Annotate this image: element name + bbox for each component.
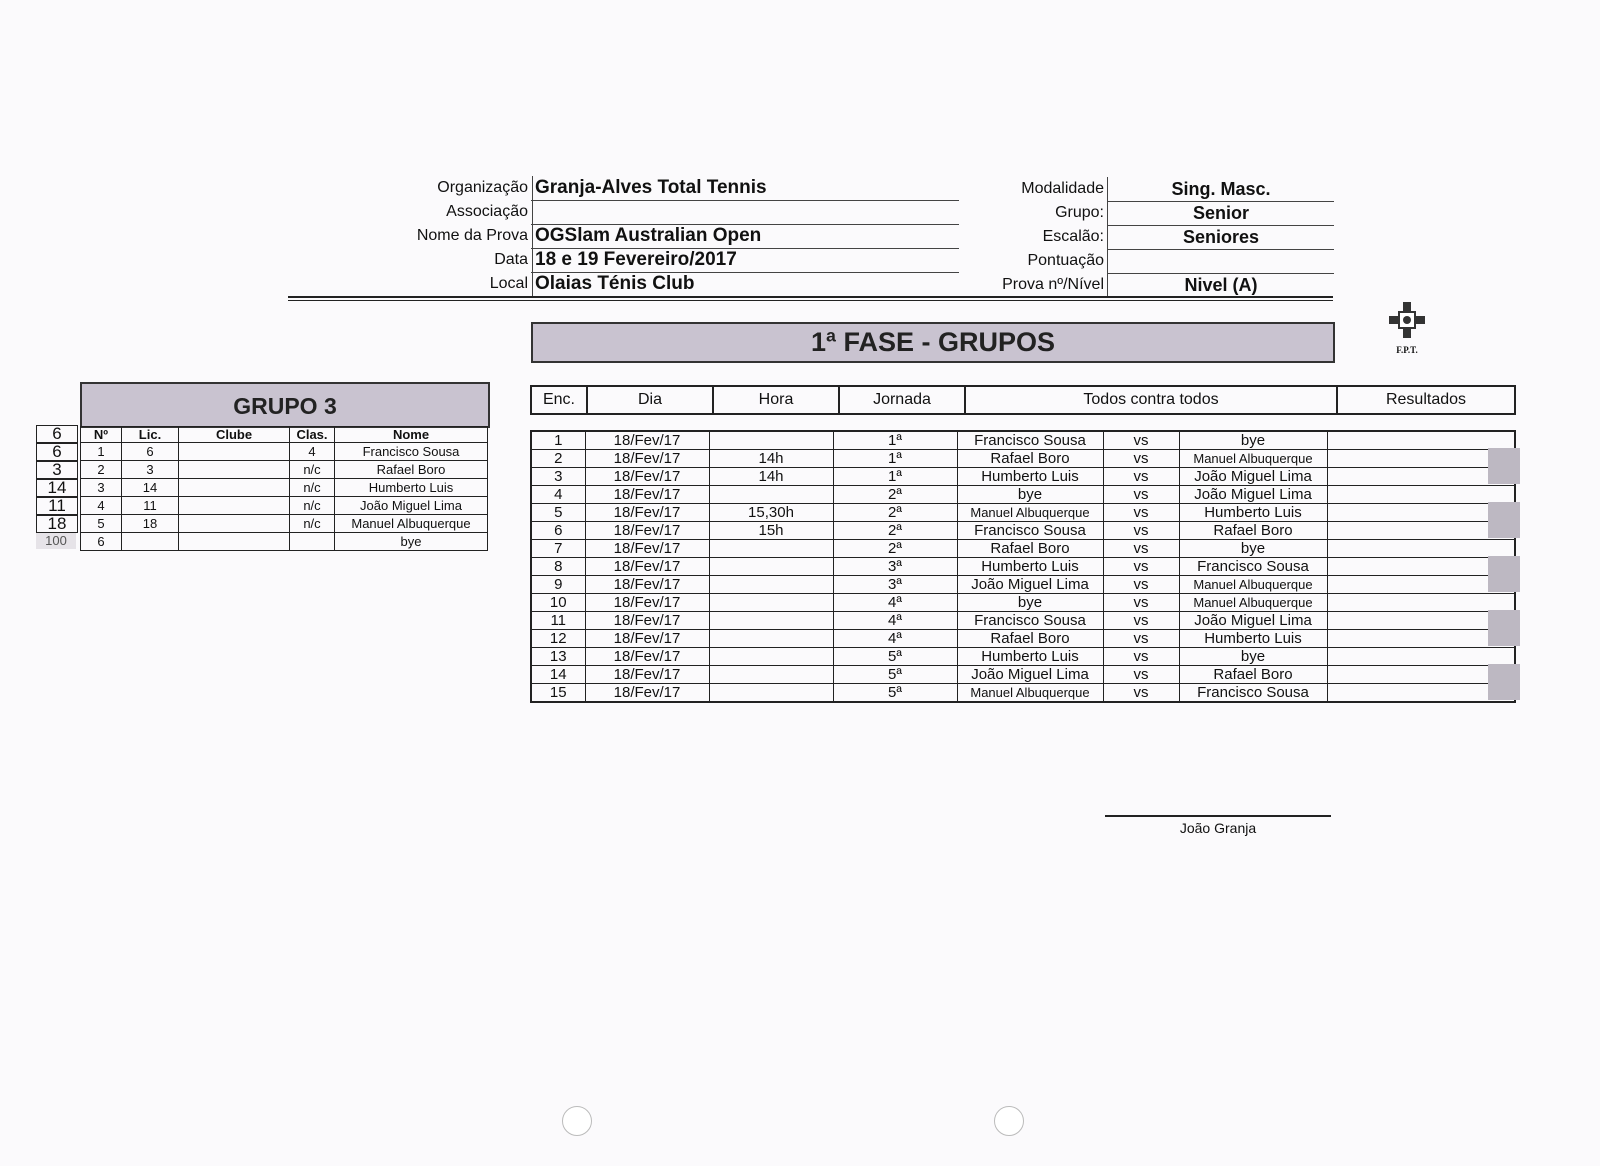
pontuacao-value <box>1108 249 1334 274</box>
cell-clube <box>179 479 290 497</box>
data-label: Data <box>494 251 528 268</box>
cell-n: 5 <box>81 515 122 533</box>
cell-resultado <box>1327 540 1515 558</box>
grupo-value: Senior <box>1108 201 1334 226</box>
cell-resultado <box>1327 431 1515 450</box>
cell-vs: vs <box>1103 431 1179 450</box>
cell-vs: vs <box>1103 486 1179 504</box>
local-value: Olaias Ténis Club <box>535 273 695 294</box>
cell-enc: 3 <box>531 468 585 486</box>
cell-jornada: 4ª <box>833 630 957 648</box>
col-lic: Lic. <box>122 427 179 443</box>
cell-clube <box>179 497 290 515</box>
side-number: 100 <box>36 533 76 549</box>
cell-resultado <box>1327 486 1515 504</box>
table-row <box>531 431 1515 450</box>
cell-resultado <box>1327 576 1515 594</box>
cell-vs: vs <box>1103 594 1179 612</box>
cell-player-2: Manuel Albuquerque <box>1179 594 1327 612</box>
col-n: Nº <box>81 427 122 443</box>
cell-player-2: João Miguel Lima <box>1179 612 1327 630</box>
cell-vs: vs <box>1103 504 1179 522</box>
cell-vs: vs <box>1103 540 1179 558</box>
side-number: 14 <box>36 479 78 497</box>
cell-enc: 12 <box>531 630 585 648</box>
cell-player-1: Francisco Sousa <box>957 522 1103 540</box>
cell-hora: 15,30h <box>709 504 833 522</box>
col-todos: Todos contra todos <box>965 386 1337 414</box>
cell-hora <box>709 576 833 594</box>
cell-dia: 18/Fev/17 <box>585 468 709 486</box>
side-number: 6 <box>36 443 78 461</box>
cell-hora <box>709 684 833 703</box>
cell-dia: 18/Fev/17 <box>585 522 709 540</box>
margin-shade <box>1488 556 1520 592</box>
cell-enc: 2 <box>531 450 585 468</box>
cell-lic: 14 <box>122 479 179 497</box>
cell-player-1: Humberto Luis <box>957 648 1103 666</box>
cell-player-1: bye <box>957 486 1103 504</box>
cell-enc: 11 <box>531 612 585 630</box>
col-dia: Dia <box>587 386 713 414</box>
side-number: 18 <box>36 515 78 533</box>
table-row <box>531 594 1515 612</box>
escalao-value: Seniores <box>1108 225 1334 250</box>
cell-enc: 13 <box>531 648 585 666</box>
cell-player-2: Rafael Boro <box>1179 666 1327 684</box>
cell-hora: 14h <box>709 468 833 486</box>
margin-shade <box>1488 502 1520 538</box>
cell-player-2: bye <box>1179 431 1327 450</box>
cell-vs: vs <box>1103 522 1179 540</box>
cell-n: 2 <box>81 461 122 479</box>
cell-resultado <box>1327 594 1515 612</box>
cell-jornada: 3ª <box>833 576 957 594</box>
cell-dia: 18/Fev/17 <box>585 450 709 468</box>
fpt-logo <box>1384 300 1430 360</box>
cell-dia: 18/Fev/17 <box>585 540 709 558</box>
cell-dia: 18/Fev/17 <box>585 648 709 666</box>
cell-player-2: Francisco Sousa <box>1179 558 1327 576</box>
cell-player-1: Rafael Boro <box>957 540 1103 558</box>
fpt-caption: F.P.T. <box>1396 345 1418 355</box>
cell-clube <box>179 533 290 551</box>
header-rule-top <box>288 296 1333 298</box>
cell-clas: 4 <box>290 443 335 461</box>
cell-vs: vs <box>1103 558 1179 576</box>
cell-enc: 6 <box>531 522 585 540</box>
fpt-cross-icon <box>1387 300 1427 340</box>
cell-hora <box>709 594 833 612</box>
cell-hora: 14h <box>709 450 833 468</box>
cell-jornada: 5ª <box>833 648 957 666</box>
header-right-divider <box>1107 177 1108 296</box>
cell-resultado <box>1327 450 1515 468</box>
cell-player-1: Francisco Sousa <box>957 612 1103 630</box>
cell-jornada: 3ª <box>833 558 957 576</box>
cell-dia: 18/Fev/17 <box>585 612 709 630</box>
cell-vs: vs <box>1103 576 1179 594</box>
cell-jornada: 1ª <box>833 431 957 450</box>
data-value: 18 e 19 Fevereiro/2017 <box>531 248 959 273</box>
cell-jornada: 2ª <box>833 486 957 504</box>
col-hora: Hora <box>713 386 839 414</box>
table-row <box>531 558 1515 576</box>
cell-player-2: João Miguel Lima <box>1179 468 1327 486</box>
organizacao-label: Organização <box>437 179 528 196</box>
cell-player-1: João Miguel Lima <box>957 666 1103 684</box>
escalao-label: Escalão: <box>1042 228 1104 245</box>
table-row <box>531 450 1515 468</box>
col-resultados: Resultados <box>1337 386 1515 414</box>
cell-vs: vs <box>1103 450 1179 468</box>
cell-vs: vs <box>1103 468 1179 486</box>
margin-shade <box>1488 610 1520 646</box>
cell-resultado <box>1327 630 1515 648</box>
cell-resultado <box>1327 666 1515 684</box>
cell-player-1: Humberto Luis <box>957 558 1103 576</box>
table-row <box>531 648 1515 666</box>
cell-hora: 15h <box>709 522 833 540</box>
modalidade-value: Sing. Masc. <box>1108 177 1334 202</box>
signature-name: João Granja <box>1179 820 1257 836</box>
cell-hora <box>709 540 833 558</box>
cell-enc: 9 <box>531 576 585 594</box>
col-nome: Nome <box>335 427 488 443</box>
cell-clube <box>179 515 290 533</box>
grupo-label: Grupo: <box>1055 204 1104 221</box>
cell-enc: 10 <box>531 594 585 612</box>
side-number: 11 <box>36 497 78 515</box>
cell-player-2: Manuel Albuquerque <box>1179 450 1327 468</box>
header-rule-bottom <box>288 300 1333 301</box>
cell-enc: 7 <box>531 540 585 558</box>
cell-lic: 18 <box>122 515 179 533</box>
cell-player-2: Francisco Sousa <box>1179 684 1327 703</box>
pontuacao-label: Pontuação <box>1027 252 1104 269</box>
col-clas: Clas. <box>290 427 335 443</box>
cell-jornada: 2ª <box>833 522 957 540</box>
cell-player-1: Francisco Sousa <box>957 431 1103 450</box>
cell-clas <box>290 533 335 551</box>
cell-nome: bye <box>335 533 488 551</box>
col-enc: Enc. <box>531 386 587 414</box>
cell-jornada: 5ª <box>833 684 957 703</box>
cell-vs: vs <box>1103 684 1179 703</box>
cell-clas: n/c <box>290 497 335 515</box>
cell-dia: 18/Fev/17 <box>585 684 709 703</box>
cell-n: 6 <box>81 533 122 551</box>
cell-vs: vs <box>1103 630 1179 648</box>
table-row <box>531 612 1515 630</box>
cell-jornada: 4ª <box>833 612 957 630</box>
punch-hole <box>994 1106 1024 1136</box>
cell-jornada: 2ª <box>833 504 957 522</box>
group-table <box>80 426 488 551</box>
cell-player-1: Rafael Boro <box>957 630 1103 648</box>
signature-line <box>1105 815 1331 817</box>
table-row <box>531 504 1515 522</box>
cell-player-1: Rafael Boro <box>957 450 1103 468</box>
table-row <box>531 684 1515 703</box>
side-number: 6 <box>36 425 78 443</box>
associacao-label: Associação <box>446 203 528 220</box>
table-row <box>81 461 488 479</box>
cell-resultado <box>1327 504 1515 522</box>
header-left-divider <box>532 176 533 296</box>
cell-clas: n/c <box>290 515 335 533</box>
cell-nome: Manuel Albuquerque <box>335 515 488 533</box>
table-row <box>81 479 488 497</box>
cell-dia: 18/Fev/17 <box>585 576 709 594</box>
side-number: 3 <box>36 461 78 479</box>
col-jornada: Jornada <box>839 386 965 414</box>
cell-enc: 5 <box>531 504 585 522</box>
table-row <box>531 576 1515 594</box>
prova-nivel-label: Prova nº/Nível <box>1002 276 1104 293</box>
table-row <box>531 540 1515 558</box>
cell-resultado <box>1327 558 1515 576</box>
cell-nome: Rafael Boro <box>335 461 488 479</box>
cell-nome: Francisco Sousa <box>335 443 488 461</box>
table-row <box>531 630 1515 648</box>
cell-player-2: Humberto Luis <box>1179 504 1327 522</box>
cell-hora <box>709 630 833 648</box>
table-row <box>81 515 488 533</box>
cell-lic: 3 <box>122 461 179 479</box>
cell-hora <box>709 558 833 576</box>
cell-vs: vs <box>1103 612 1179 630</box>
group-title: GRUPO 3 <box>80 382 490 428</box>
cell-hora <box>709 612 833 630</box>
schedule-table <box>530 430 1516 703</box>
organizacao-value: Granja-Alves Total Tennis <box>531 176 959 201</box>
cell-clas: n/c <box>290 461 335 479</box>
cell-hora <box>709 666 833 684</box>
cell-dia: 18/Fev/17 <box>585 504 709 522</box>
punch-hole <box>562 1106 592 1136</box>
cell-nome: Humberto Luis <box>335 479 488 497</box>
cell-lic <box>122 533 179 551</box>
schedule-header <box>530 385 1516 415</box>
cell-enc: 8 <box>531 558 585 576</box>
table-row <box>531 486 1515 504</box>
cell-dia: 18/Fev/17 <box>585 666 709 684</box>
cell-n: 3 <box>81 479 122 497</box>
cell-player-1: Humberto Luis <box>957 468 1103 486</box>
cell-resultado <box>1327 468 1515 486</box>
cell-player-2: bye <box>1179 540 1327 558</box>
cell-clas: n/c <box>290 479 335 497</box>
local-label: Local <box>489 275 528 292</box>
cell-resultado <box>1327 612 1515 630</box>
cell-enc: 1 <box>531 431 585 450</box>
cell-player-2: bye <box>1179 648 1327 666</box>
table-row <box>531 468 1515 486</box>
cell-player-1: bye <box>957 594 1103 612</box>
cell-vs: vs <box>1103 666 1179 684</box>
cell-jornada: 1ª <box>833 450 957 468</box>
cell-lic: 11 <box>122 497 179 515</box>
table-row <box>531 522 1515 540</box>
table-row <box>81 497 488 515</box>
cell-hora <box>709 431 833 450</box>
nome-prova-value: OGSlam Australian Open <box>531 224 959 249</box>
cell-player-1: João Miguel Lima <box>957 576 1103 594</box>
table-row <box>531 666 1515 684</box>
cell-resultado <box>1327 522 1515 540</box>
cell-player-2: João Miguel Lima <box>1179 486 1327 504</box>
cell-player-2: Manuel Albuquerque <box>1179 576 1327 594</box>
col-clube: Clube <box>179 427 290 443</box>
cell-jornada: 2ª <box>833 540 957 558</box>
cell-player-1: Manuel Albuquerque <box>957 684 1103 703</box>
cell-hora <box>709 648 833 666</box>
cell-lic: 6 <box>122 443 179 461</box>
phase-title: 1ª FASE - GRUPOS <box>531 322 1335 363</box>
cell-nome: João Miguel Lima <box>335 497 488 515</box>
cell-jornada: 1ª <box>833 468 957 486</box>
prova-nivel-value: Nivel (A) <box>1184 275 1258 295</box>
cell-n: 1 <box>81 443 122 461</box>
cell-clube <box>179 461 290 479</box>
cell-enc: 15 <box>531 684 585 703</box>
cell-player-2: Humberto Luis <box>1179 630 1327 648</box>
cell-dia: 18/Fev/17 <box>585 558 709 576</box>
cell-dia: 18/Fev/17 <box>585 431 709 450</box>
cell-resultado <box>1327 684 1515 703</box>
cell-jornada: 5ª <box>833 666 957 684</box>
margin-shade <box>1488 448 1520 484</box>
cell-enc: 14 <box>531 666 585 684</box>
table-row <box>81 533 488 551</box>
cell-vs: vs <box>1103 648 1179 666</box>
cell-resultado <box>1327 648 1515 666</box>
cell-jornada: 4ª <box>833 594 957 612</box>
cell-n: 4 <box>81 497 122 515</box>
cell-dia: 18/Fev/17 <box>585 594 709 612</box>
cell-dia: 18/Fev/17 <box>585 486 709 504</box>
cell-player-1: Manuel Albuquerque <box>957 504 1103 522</box>
table-row <box>81 443 488 461</box>
cell-dia: 18/Fev/17 <box>585 630 709 648</box>
cell-enc: 4 <box>531 486 585 504</box>
nome-prova-label: Nome da Prova <box>416 227 528 244</box>
cell-clube <box>179 443 290 461</box>
modalidade-label: Modalidade <box>1021 180 1104 197</box>
cell-player-2: Rafael Boro <box>1179 522 1327 540</box>
cell-hora <box>709 486 833 504</box>
margin-shade <box>1488 664 1520 700</box>
group-table-header <box>81 427 488 443</box>
